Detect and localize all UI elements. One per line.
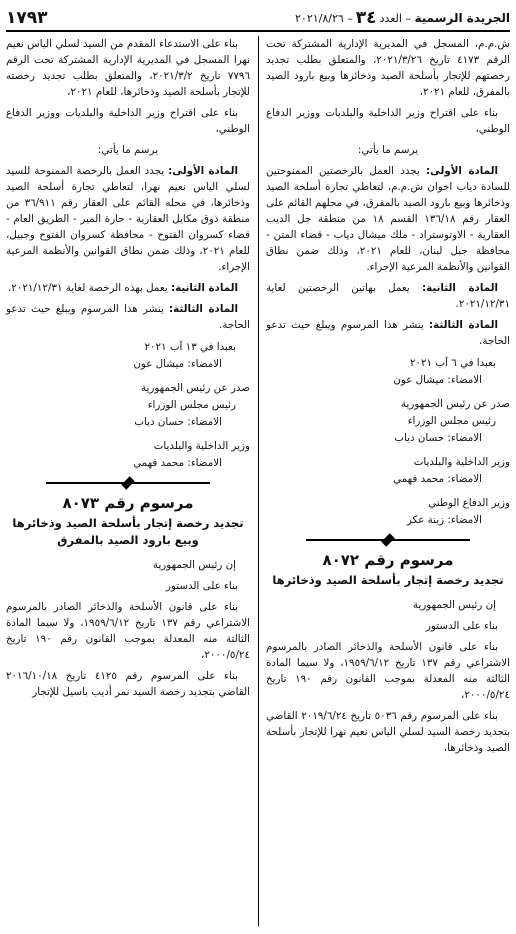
- signature: الامضاء: ميشال عون: [393, 374, 482, 386]
- preamble-line: بناء على الدستور: [165, 580, 238, 592]
- decree-title: مرسوم رقم ٨٠٧٣: [62, 494, 194, 512]
- article-3: [6, 301, 250, 333]
- article-label: المادة الثانية:: [170, 282, 238, 294]
- signature: الامضاء: ميشال عون: [133, 358, 222, 370]
- article-text: يعمل بهاتين الرخصتين لغاية ٢٠٢١/١٢/٣١.: [266, 282, 510, 310]
- paragraph: بناء على المرسوم رقم ٥٠٣٦ تاريخ ٢٠١٩/٦/٢٤ القاضي بتجديد رخصة السيد لسلي الياس نعيم نهرا للإتجار بأسلحة الصيد وذخائرها،: [266, 710, 510, 754]
- date-line: بعبدا في ١٣ آب ٢٠٢١: [144, 341, 236, 353]
- decree-title: مرسوم رقم ٨٠٧٢: [322, 551, 454, 569]
- article-label: المادة الثالثة:: [429, 319, 498, 331]
- issued-by: صدر عن رئيس الجمهورية: [400, 398, 510, 410]
- signature: الامضاء: محمد فهمي: [393, 473, 482, 485]
- signature: الامضاء: زينة عكر: [406, 514, 482, 526]
- issue-number: ٣٤: [355, 8, 377, 28]
- issue-label: العدد: [379, 11, 402, 25]
- column-divider: [258, 36, 259, 926]
- article-1: [266, 163, 510, 275]
- issue-date: ٢٠٢١/٨/٢٦: [295, 11, 344, 25]
- preamble-line: بناء على الدستور: [425, 620, 498, 632]
- issued-by: صدر عن رئيس الجمهورية: [140, 382, 250, 394]
- article-text: ينشر هذا المرسوم ويبلغ حيث تدعو الحاجة.: [6, 303, 250, 331]
- gazette-title: الجريدة الرسمية: [414, 11, 510, 25]
- page-header: [6, 6, 510, 32]
- article-label: المادة الأولى:: [168, 165, 238, 177]
- signature: الامضاء: حسان دياب: [134, 416, 222, 428]
- preamble-line: إن رئيس الجمهورية: [412, 599, 496, 611]
- right-column: [266, 36, 510, 930]
- article-text: يجدد العمل بالرخصتين الممنوحتين للسادة دياب اخوان ش.م.م، لتعاطي تجارة أسلحة الصيد وذخائرها وبيع بارود الصيد بالمفرق، في محلهم القائم على العقار رقم ١٣٦/١٨ القسم ١٨ من منطقة جل الديب العقارية - الاوتوستراد - ملك ميشال دياب - قضاء المتن - محافظة جبل لبنان، للعام ٢٠٢١، وذلك ضمن نطاق القوانين والأنظمة المرعية الإجراء.: [266, 165, 511, 273]
- article-label: المادة الأولى:: [425, 165, 498, 177]
- decree-line: يرسم ما يأتي:: [357, 144, 419, 156]
- article-text: يعمل بهذه الرخصة لغاية ٢٠٢١/١٢/٣١.: [8, 282, 168, 294]
- decree-subtitle: تجديد رخصة إتجار بأسلحة الصيد وذخائرها: [272, 573, 504, 587]
- date-line: بعبدا في ٦ آب ٢٠٢١: [409, 357, 496, 369]
- official-title: رئيس مجلس الوزراء: [147, 399, 236, 411]
- paragraph: بناء على اقتراح وزير الداخلية والبلديات ووزير الدفاع الوطني،: [266, 107, 510, 135]
- decree-line: يرسم ما يأتي:: [97, 144, 159, 156]
- paragraph: بناء على اقتراح وزير الداخلية والبلديات ووزير الدفاع الوطني،: [6, 107, 250, 135]
- signature: الامضاء: حسان دياب: [394, 432, 482, 444]
- paragraph: ش.م.م، المسجل في المديرية الإدارية المشتركة تحت الرقم ٤١٧٣ تاريخ ٢٠٢١/٣/٢٦، والمتعلق بطلب تجديد رخصتهم للإتجار بأسلحة الصيد وذخائرها وبيع بارود الصيد بالمفرق، للعام ٢٠٢١،: [266, 38, 510, 98]
- section-separator: [306, 536, 470, 544]
- signature-block: [266, 355, 510, 528]
- article-text: يجدد العمل بالرخصة الممنوحة للسيد لسلي الياس نعيم نهرا، لتعاطي تجارة أسلحة الصيد وذخائرها، في محله القائم على العقار رقم ٣٦/٩١١ من منطقة ذوق مكايل العقارية - حارة المير - الطريق العام - قضاء كسروان الفتوح - محافظة كسروان الفتوح وجبيل، للعام ٢٠٢١، وذلك ضمن نطاق القوانين والأنظمة المرعية الإجراء.: [6, 165, 250, 273]
- section-separator: [46, 479, 210, 487]
- paragraph: بناء على قانون الأسلحة والذخائر الصادر بالمرسوم الاشتراعي رقم ١٣٧ تاريخ ١٩٥٩/٦/١٢، ولا سيما المادة الثالثة منه المعدلة بموجب القانون رقم ١٩٠ تاريخ ٢٠٠٠/٥/٢٤،: [6, 601, 251, 661]
- article-2: [266, 280, 510, 312]
- header-title-block: الجريدة الرسمية – العدد ٣٤ – ٢٠٢١/٨/٢٦: [295, 8, 510, 28]
- article-1: [6, 163, 250, 275]
- paragraph: بناء على المرسوم رقم ٤١٢٥ تاريخ ٢٠١٦/١٠/١٨ القاضي بتجديد رخصة السيد نمر أديب باسيل للإتجار: [6, 670, 250, 698]
- official-title: وزير الداخلية والبلديات: [413, 456, 510, 468]
- signature: الامضاء: محمد فهمي: [133, 457, 222, 469]
- article-2: [6, 280, 250, 296]
- preamble-line: إن رئيس الجمهورية: [152, 559, 236, 571]
- article-text: ينشر هذا المرسوم ويبلغ حيث تدعو الحاجة.: [266, 319, 510, 347]
- article-label: المادة الثانية:: [421, 282, 498, 294]
- page-number: ١٧٩٣: [6, 8, 48, 28]
- article-3: [266, 317, 510, 349]
- paragraph: بناء على قانون الأسلحة والذخائر الصادر بالمرسوم الاشتراعي رقم ١٣٧ تاريخ ١٩٥٩/٦/١٢، ولا سيما المادة الثالثة منه المعدلة بموجب القانون رقم ١٩٠ تاريخ ٢٠٠٠/٥/٢٤،: [266, 641, 511, 701]
- left-column: [6, 36, 250, 930]
- official-title: رئيس مجلس الوزراء: [407, 415, 496, 427]
- signature-block: [6, 339, 250, 471]
- decree-subtitle: تجديد رخصة إتجار بأسلحة الصيد وذخائرها وبيع بارود الصيد بالمفرق: [12, 516, 244, 547]
- official-title: وزير الدفاع الوطني: [428, 497, 510, 509]
- article-label: المادة الثالثة:: [169, 303, 238, 315]
- paragraph: بناء على الاستدعاء المقدم من السيد لسلي الياس نعيم نهرا المسجل في المديرية الإدارية المشتركة تحت الرقم ٧٧٩٦ تاريخ ٢٠٢١/٣/٢، والمتعلق بطلب تجديد رخصته للإتجار بأسلحة الصيد وذخائرها، للعام ٢٠٢١،: [6, 38, 250, 98]
- official-title: وزير الداخلية والبلديات: [153, 440, 250, 452]
